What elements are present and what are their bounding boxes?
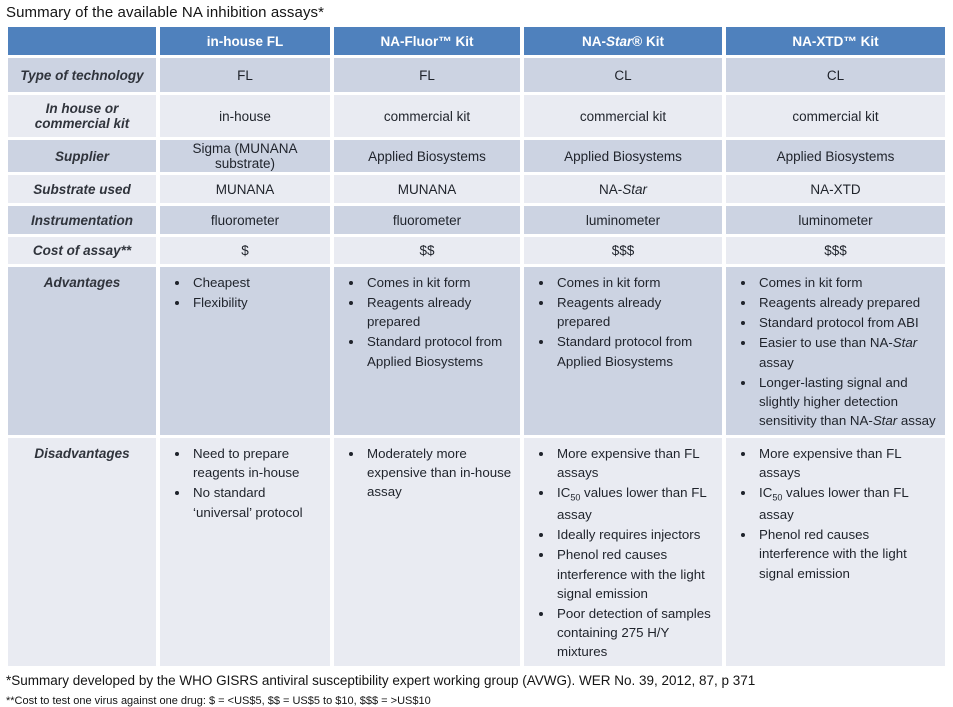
cell-value: FL <box>160 58 330 92</box>
cell-value: CL <box>524 58 722 92</box>
cell-value: CL <box>726 58 945 92</box>
row-supplier <box>8 140 945 172</box>
row-instrumentation <box>8 206 945 234</box>
disadvantages-inhouse-fl <box>160 438 330 666</box>
header-na-xtd-kit: NA-XTD™ Kit <box>726 27 945 55</box>
row-label: Instrumentation <box>8 206 156 234</box>
cell-value: $$ <box>334 237 520 264</box>
cell-value: NA-Star <box>524 175 722 203</box>
cell-value: MUNANA <box>160 175 330 203</box>
cell-value: Applied Biosystems <box>334 140 520 172</box>
cell-value: luminometer <box>524 206 722 234</box>
cell-value: Applied Biosystems <box>524 140 722 172</box>
bullet-list: • Comes in kit form • Reagents already prepared • Standard protocol from Applied Biosystems <box>339 273 515 371</box>
header-row <box>8 27 945 55</box>
advantages-na-fluor <box>334 267 520 435</box>
cell-value: in-house <box>160 95 330 137</box>
bullet-list: • More expensive than FL assays • $IC_{50}$ values lower than FL assay • Phenol red causes interference with the light signal emission <box>731 444 940 583</box>
header-na-fluor-kit: NA-Fluor™ Kit <box>334 27 520 55</box>
cell-value: $$$ <box>726 237 945 264</box>
cell-value: NA-XTD <box>726 175 945 203</box>
row-cost-of-assay <box>8 237 945 264</box>
cell-value: Sigma (MUNANA substrate) <box>160 140 330 172</box>
advantages-na-star <box>524 267 722 435</box>
bullet-list: • More expensive than FL assays • $IC_{50}$ values lower than FL assay • Ideally requires injectors • Phenol red causes interference with the light signal emission • Poor detection of samples containing 275 H/Y mixtures <box>529 444 717 661</box>
row-advantages <box>8 267 945 435</box>
bullet-list: • Cheapest • Flexibility <box>165 273 325 312</box>
cell-value: luminometer <box>726 206 945 234</box>
header-na-star-kit: NA-Star® Kit <box>524 27 722 55</box>
cell-value: commercial kit <box>726 95 945 137</box>
cell-value: commercial kit <box>334 95 520 137</box>
row-label: Type of technology <box>8 58 156 92</box>
row-label: Supplier <box>8 140 156 172</box>
cell-value: commercial kit <box>524 95 722 137</box>
disadvantages-na-xtd <box>726 438 945 666</box>
bullet-list: • Moderately more expensive than in-house assay <box>339 444 515 501</box>
footnotes <box>6 673 953 707</box>
cell-value: MUNANA <box>334 175 520 203</box>
row-label: Disadvantages <box>8 438 156 666</box>
row-label: Substrate used <box>8 175 156 203</box>
row-label: Advantages <box>8 267 156 435</box>
footnote-cost-key: **Cost to test one virus against one drug: $ = <US$5, $$ = US$5 to $10, $$$ = >US$10 <box>6 695 431 707</box>
disadvantages-na-star <box>524 438 722 666</box>
bullet-list: • Comes in kit form • Reagents already prepared • Standard protocol from Applied Biosystems <box>529 273 717 371</box>
cell-value: $ <box>160 237 330 264</box>
header-corner-cell <box>8 27 156 55</box>
assay-summary-table <box>4 24 949 669</box>
row-in-house-or-commercial-kit <box>8 95 945 137</box>
advantages-na-xtd <box>726 267 945 435</box>
row-substrate-used <box>8 175 945 203</box>
page-title: Summary of the available NA inhibition assays* <box>6 4 325 21</box>
cell-value: fluorometer <box>160 206 330 234</box>
advantages-inhouse-fl <box>160 267 330 435</box>
bullet-list: • Need to prepare reagents in-house • No standard ‘universal’ protocol <box>165 444 325 522</box>
row-type-of-technology <box>8 58 945 92</box>
footnote-source: *Summary developed by the WHO GISRS antiviral susceptibility expert working group (AVWG). WER No. 39, 2012, 87, p 371 <box>6 673 756 689</box>
row-label: Cost of assay** <box>8 237 156 264</box>
row-label: In house or commercial kit <box>8 95 156 137</box>
header-inhouse-fl: in-house FL <box>160 27 330 55</box>
disadvantages-na-fluor <box>334 438 520 666</box>
row-disadvantages <box>8 438 945 666</box>
cell-value: $$$ <box>524 237 722 264</box>
cell-value: Applied Biosystems <box>726 140 945 172</box>
cell-value: FL <box>334 58 520 92</box>
bullet-list: • Comes in kit form • Reagents already prepared • Standard protocol from ABI • Easier to use than NA-Star assay • Longer-lasting signal and slightly higher detection sensitivity than NA-Star assay <box>731 273 940 430</box>
cell-value: fluorometer <box>334 206 520 234</box>
